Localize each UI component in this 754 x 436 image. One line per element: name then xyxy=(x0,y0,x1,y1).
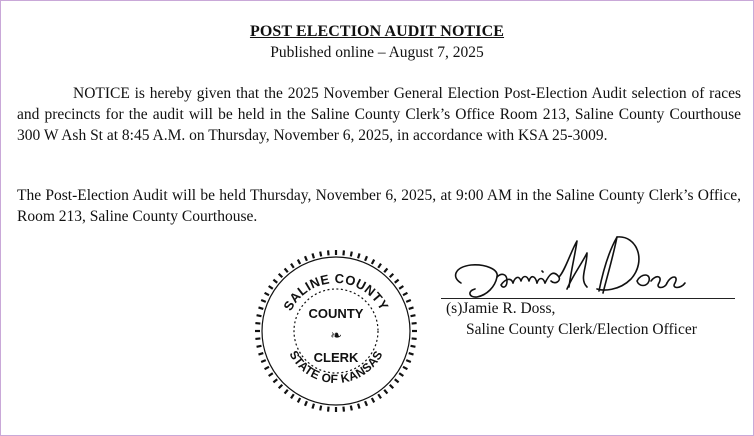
notice-paragraph-2: The Post-Election Audit will be held Thursday, November 6, 2025, at 9:00 AM in the Saline County Clerk’s Office, Room 213, Saline County Courthouse. xyxy=(17,187,741,225)
seal-center-clerk: CLERK xyxy=(313,350,359,365)
county-clerk-seal xyxy=(254,249,418,413)
signer-title: Saline County Clerk/Election Officer xyxy=(466,321,697,338)
handwritten-signature xyxy=(441,231,741,311)
published-date: Published online – August 7, 2025 xyxy=(270,44,484,61)
signer-name: (s)Jamie R. Doss, xyxy=(446,300,556,317)
seal-top-text: SALINE COUNTY xyxy=(280,270,392,314)
seal-center-county: COUNTY xyxy=(308,306,364,321)
signature-line xyxy=(441,298,735,299)
notice-paragraph-1: NOTICE is hereby given that the 2025 November General Election Post-Election Audit selection of races and precincts for the audit will be held in the Saline County Clerk’s Office Room 213, Saline County Courthouse 300 W Ash St at 8:45 A.M. on Thursday, November 6, 2025, in accordance with KSA 25-3009. xyxy=(17,85,741,144)
notice-title: POST ELECTION AUDIT NOTICE xyxy=(249,23,505,40)
seal-ornament-icon: ❧ xyxy=(330,328,342,344)
seal-bottom-text: STATE OF KANSAS xyxy=(286,348,386,387)
